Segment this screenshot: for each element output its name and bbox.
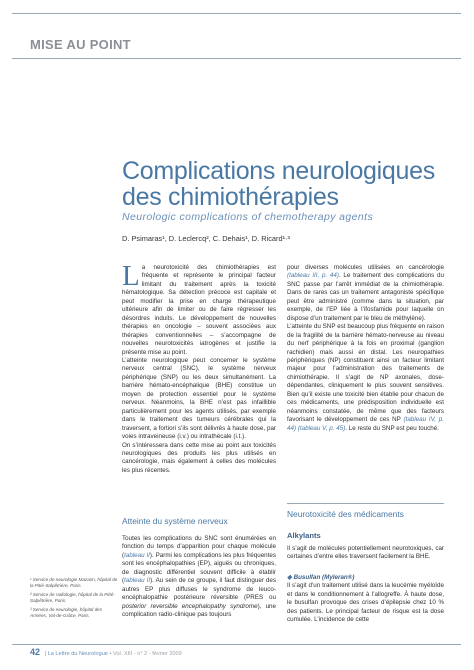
busulfan-heading: ◆ Busulfan (Myleran®): [287, 574, 355, 581]
busulfan-paragraph: Il s’agit d’un traitement utilisé dans la leucémie myéloïde et dans le conditionnement à l’allogreffe. À haute dose, le busulfan provoque des crises d’épilepsie chez 10 % des patients. Le principal facteur de risque est la dose cumulée. L’incidence de cette: [287, 582, 444, 624]
intro-paragraph-1: La neurotoxicité des chimiothérapies est fréquente et représente le principal facteur limitant du traitement après la toxicité hématologique. Sa détection précoce est capitale et peut modifier la prise en charge thérapeutique ultérieure afin de limiter ou de faire régresser les désordres induits. Le développement de nouvelles thérapies en oncologie – souvent associées aux thérapies conventionnelles – s’accompagne de nouvelles neurotoxicités iatrogènes et justifie la présente mise au point.: [122, 260, 276, 356]
drop-cap: L: [122, 260, 140, 292]
note-3: ³ Service de neurologie, hôpital des Armées, Val-de-Grâce, Paris.: [30, 607, 103, 619]
right-column: [287, 264, 444, 433]
article-subtitle: Neurologic complications of chemotherapy agents: [122, 211, 374, 223]
article-title: [122, 158, 452, 210]
page-number: 42: [30, 647, 41, 657]
journal-name: | La Lettre du Neurologue: [44, 651, 108, 657]
heading-systeme-nerveux: Atteinte du système nerveux: [122, 516, 228, 526]
table-ref[interactable]: (tableau III, p. 44): [287, 272, 339, 280]
left-column: [122, 260, 276, 475]
intro-paragraph-3: On s’intéressera dans cette mise au point aux toxicités neurologiques des produits les plus utilisés en cancérologie, mais également à celles des molécules les plus récentes.: [122, 441, 276, 474]
bullet-icon: ◆: [287, 574, 292, 581]
heading-alkylants: Alkylants: [287, 531, 321, 540]
right-paragraph-1: pour diverses molécules utilisées en cancérologie (tableau III, p. 44). Le traitement des complications du SNC passe par l’arrêt immédiat de la chimiothérapie. Dans de rares cas un traitement antagoniste spécifique peut être administré (comme dans la situation, par exemple, de l’EP liée à l’ifosfamide pour laquelle on dispose d’un traitement par le bleu de méthylène).: [287, 264, 444, 322]
intro-paragraph-2: L’atteinte neurologique peut concerner le système nerveux central (SNC), le système nerveux périphérique (SNP) ou les deux simultanément. La barrière hémato-encéphalique (BHE) constitue un moyen de protection essentiel pour le système nerveux. Néanmoins, la BHE n’est pas infaillible particulièrement pour les agents utilisés, par exemple dans le traitement des tumeurs cérébrales qui la traversent, a fortiori s’ils sont délivrés à haute dose, par voies intraveineuse (i.v.) ou intrathécale (i.t.).: [122, 356, 276, 441]
authors: D. Psimaras¹, D. Leclercq², C. Dehais¹, D. Ricard¹·³: [122, 234, 290, 243]
table-ref[interactable]: tableau II: [124, 551, 150, 559]
title-line-2: des chimiothérapies: [122, 183, 339, 211]
journal-volume: • Vol. XIII - n° 2 - février 2009: [109, 651, 182, 657]
heading-neurotoxicite: Neurotoxicité des médicaments: [287, 509, 404, 519]
section-tag: MISE AU POINT: [30, 37, 131, 52]
busulfan-section: [287, 574, 444, 625]
table-ref[interactable]: tableau II: [124, 577, 151, 585]
snc-paragraph: Toutes les complications du SNC sont énumérées en fonction du temps d’apparition pour chaque molécule (tableau II). Parmi les complications les plus fréquentes sont les encéphalopathies (EP), aiguës ou chroniques, de diagnostic différentiel souvent difficile à établir (tableau II). Au sein de ce groupe, il faut distinguer des autres EP plus diffuses le syndrome de leuco-encéphalopathie postérieure réversible (PRES ou posterior reversible encephalopathy syndrome), une complication radio-clinique pas toujours: [122, 535, 276, 619]
right-paragraph-2: L’atteinte du SNP est beaucoup plus fréquente en raison de la fragilité de la barrière hémato-nerveuse au niveau du nerf périphérique à la fois en proximal (ganglion rachidien) mais aussi en distal. Les neuropathies périphériques (NP) constituent ainsi un facteur limitant majeur pour l’administration des traitements de chimiothérapie. Il s’agit de NP axonales, dose-dépendantes, cliniquement le plus souvent sensitives. Bien qu’il existe une toxicité bien établie pour chacun de ces médicaments, une prédisposition individuelle est néanmoins constatée, de même que des facteurs favorisant le développement de ces NP (tableau IV, p. 44) (tableau V, p. 45). Le reste du SNP est peu touché.: [287, 323, 444, 432]
table-ref[interactable]: (tableau V, p. 45): [297, 424, 346, 432]
alkylants-paragraph: Il s’agit de molécules potentiellement neurotoxiques, car certaines d’entre elles traversent facilement la BHE.: [287, 545, 444, 561]
page-footer: [30, 647, 182, 657]
title-line-1: Complications neurologiques: [122, 157, 435, 185]
note-1: ¹ Service de neurologie Mazarin, hôpital de la Pitié-Salpêtrière, Paris.: [30, 577, 118, 589]
section-divider: [287, 503, 444, 504]
footer-rule: [12, 644, 461, 645]
table-ref[interactable]: (tableau IV, p. 44): [287, 416, 444, 432]
section-header-bar: [12, 13, 461, 59]
affiliation-notes: [30, 577, 118, 623]
note-2: ² Service de radiologie, hôpital de la Pitié-Salpêtrière, Paris.: [30, 592, 115, 604]
